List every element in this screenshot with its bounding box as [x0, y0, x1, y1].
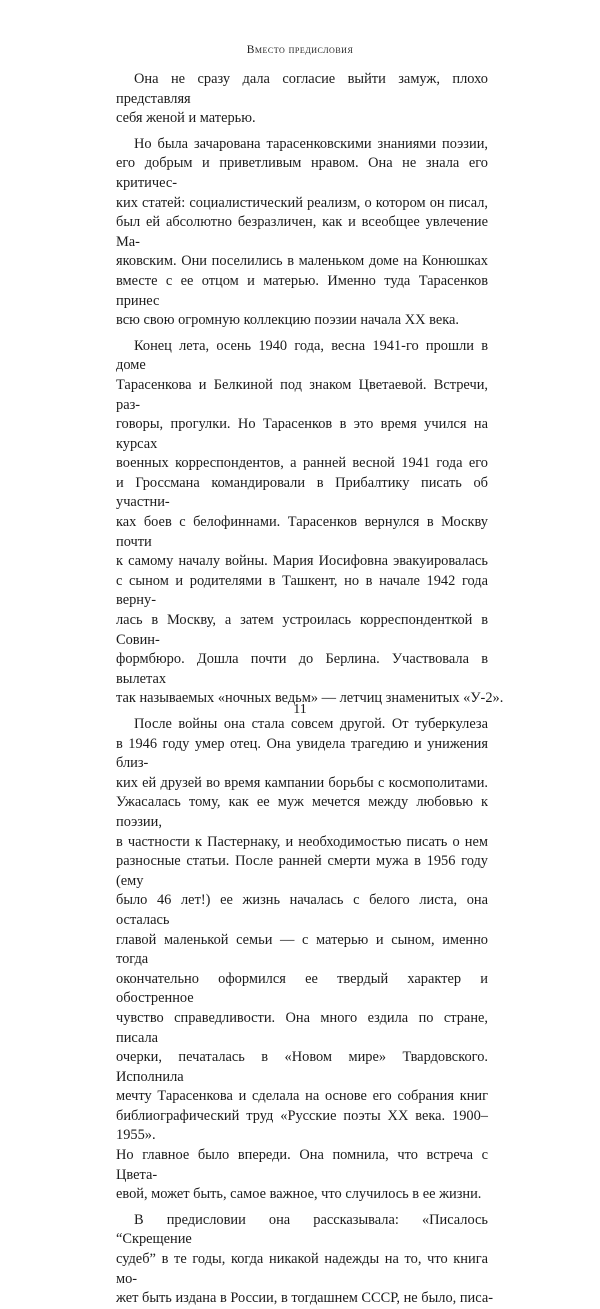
- paragraph: [116, 1211, 493, 1309]
- text-line: очерки, печаталась в «Новом мире» Твардовского. Исполнила: [116, 1049, 488, 1085]
- text-line: чувство справедливости. Она много ездила по стране, писала: [116, 1009, 488, 1046]
- text-line: ких статей: социалистический реализм, о котором он писал,: [116, 194, 488, 211]
- text-line: Тарасенкова и Белкиной под знаком Цветаевой. Встречи, раз-: [116, 376, 488, 413]
- text-line: всю свою огромную коллекцию поэзии начала XX века.: [116, 312, 459, 329]
- paragraph: [116, 70, 488, 129]
- text-line: Конец лета, осень 1940 года, весна 1941-го прошли в доме: [116, 337, 488, 374]
- text-line: себя женой и матерью.: [116, 110, 256, 127]
- running-head: Вместо предисловия: [246, 44, 354, 56]
- text-line: формбюро. Дошла почти до Берлина. Участвовала в вылетах: [116, 651, 488, 687]
- paragraph: [116, 337, 504, 709]
- text-line: В предисловии она рассказывала: «Писалось “Скрещение: [116, 1211, 488, 1248]
- text-line: к самому началу войны. Мария Иосифовна эвакуировалась: [116, 553, 488, 570]
- text-line: так называемых «ночных ведьм» — летчиц знаменитых «У-2».: [116, 690, 504, 707]
- text-line: лась в Москву, а затем устроилась корреспонденткой в Совин-: [116, 612, 488, 648]
- text-line: Она не сразу дала согласие выйти замуж, плохо представляя: [116, 71, 488, 107]
- text-line: и Гроссмана командировали в Прибалтику писать об участни-: [116, 474, 488, 511]
- text-line: жет быть издана в России, в тогдашнем СССР, не было, писа-: [116, 1290, 493, 1307]
- text-line: было 46 лет!) ее жизнь началась с белого листа, она осталась: [116, 892, 488, 928]
- text-line: судеб” в те годы, когда никакой надежды на то, что книга мо-: [116, 1251, 488, 1287]
- text-line: Но была зачарована тарасенковскими знаниями поэзии,: [134, 135, 488, 152]
- text-line: его добрым и приветливым нравом. Она не знала его критичес-: [116, 155, 488, 191]
- text-line: разносные статьи. После ранней смерти мужа в 1956 году (ему: [116, 853, 488, 889]
- body-text: [116, 70, 504, 1309]
- text-line: библиографический труд «Русские поэты XX века. 1900–1955».: [116, 1107, 488, 1144]
- text-line: с сыном и родителями в Ташкент, но в начале 1942 года верну-: [116, 572, 488, 609]
- paragraph: [116, 715, 488, 1205]
- text-line: в частности к Пастернаку, и необходимостью писать о нем: [116, 833, 488, 850]
- text-line: окончательно оформился ее твердый характер и обостренное: [116, 970, 488, 1007]
- text-line: вместе с ее отцом и матерью. Именно туда Тарасенков принес: [116, 272, 488, 309]
- text-line: Ужасалась тому, как ее муж мечется между любовью к поэзии,: [116, 794, 488, 830]
- text-line: главой маленькой семьи — с матерью и сыном, именно тогда: [116, 931, 488, 968]
- text-line: военных корреспондентов, а ранней весной 1941 года его: [116, 455, 488, 472]
- paragraph: [116, 135, 488, 331]
- page-number: 11: [293, 702, 307, 717]
- text-line: в 1946 году умер отец. Она увидела трагедию и унижения близ-: [116, 735, 488, 772]
- text-line: яковским. Они поселились в маленьком доме на Конюшках: [116, 253, 488, 270]
- text-line: был ей абсолютно безразличен, как и всеобщее увлечение Ма-: [116, 214, 488, 250]
- text-line: Но главное было впереди. Она помнила, что встреча с Цвета-: [116, 1147, 488, 1183]
- text-line: ках боев с белофиннами. Тарасенков вернулся в Москву почти: [116, 514, 488, 550]
- text-line: После войны она стала совсем другой. От туберкулеза: [134, 716, 488, 732]
- text-line: мечту Тарасенкова и сделала на основе его собрания книг: [116, 1088, 488, 1105]
- text-line: говоры, прогулки. Но Тарасенков в это время учился на курсах: [116, 416, 488, 452]
- text-line: ких ей друзей во время кампании борьбы с космополитами.: [116, 774, 488, 791]
- text-line: евой, может быть, самое важное, что случилось в ее жизни.: [116, 1186, 482, 1203]
